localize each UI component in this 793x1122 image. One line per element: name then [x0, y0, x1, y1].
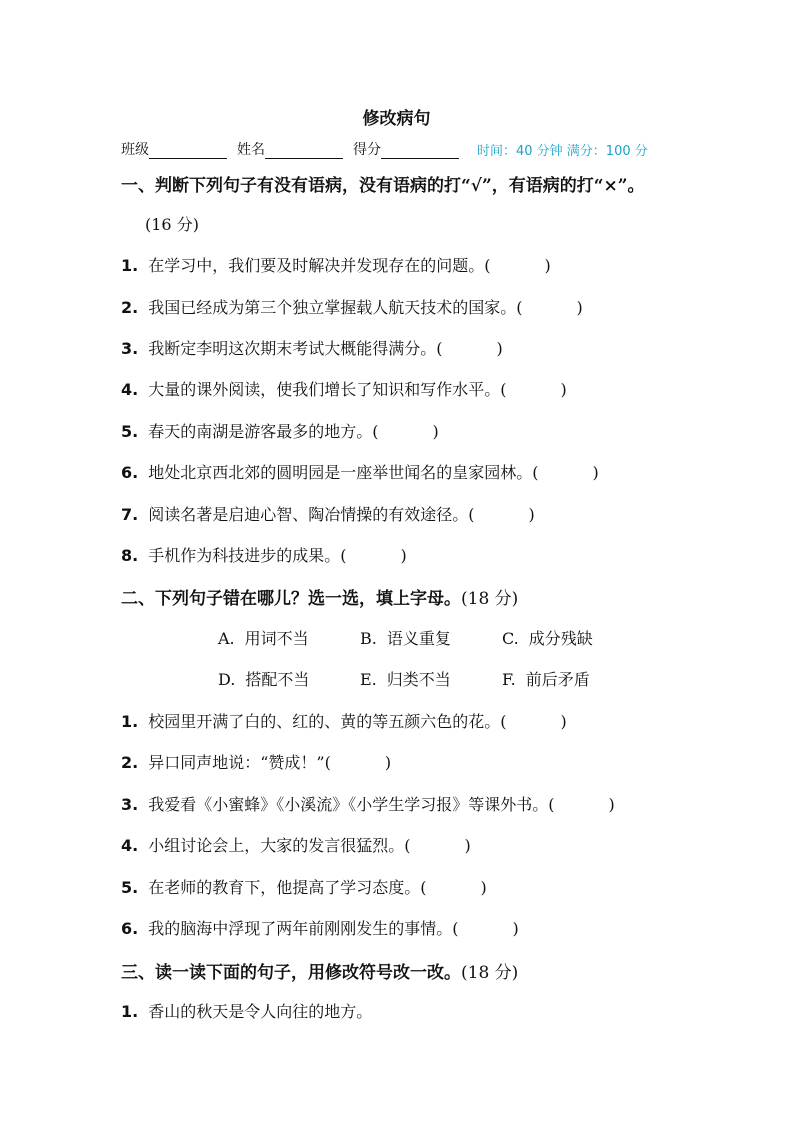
options-row-2	[218, 667, 644, 690]
question-text: 小组讨论会上，大家的发言很猛烈。	[148, 836, 405, 855]
section-2-score: (18 分)	[461, 589, 519, 609]
answer-blank[interactable]: ( )	[372, 422, 439, 441]
question-text: 校园里开满了白的、红的、黄的等五颜六色的花。	[148, 712, 501, 731]
question-item	[121, 543, 407, 566]
option-d: D. 搭配不当	[218, 670, 310, 689]
question-item	[121, 419, 439, 442]
question-number: 1.	[121, 712, 139, 731]
answer-blank[interactable]: ( )	[500, 712, 567, 731]
section-1-heading: 一、判断下列句子有没有语病，没有语病的打“√”，有语病的打“×”。	[121, 176, 645, 196]
page-title: 修改病句	[362, 109, 431, 129]
answer-blank[interactable]: ( )	[340, 546, 407, 565]
section-2-heading: 二、下列句子错在哪儿？选一选，填上字母。(18 分)	[121, 589, 519, 609]
name-blank[interactable]	[265, 142, 343, 159]
answer-blank[interactable]: ( )	[548, 795, 615, 814]
question-number: 1.	[121, 256, 139, 275]
question-number: 4.	[121, 836, 139, 855]
question-number: 6.	[121, 463, 139, 482]
score-blank[interactable]	[381, 142, 459, 159]
question-number: 3.	[121, 795, 139, 814]
name-label: 姓名	[237, 142, 265, 158]
option-a: A. 用词不当	[218, 629, 309, 648]
question-item	[121, 750, 391, 773]
question-item	[121, 709, 567, 732]
student-info-row	[121, 139, 648, 159]
question-text: 大量的课外阅读，使我们增长了知识和写作水平。	[148, 380, 501, 399]
option-c: C. 成分残缺	[502, 629, 593, 648]
class-label: 班级	[121, 142, 149, 158]
section-3-score: (18 分)	[461, 963, 519, 983]
question-number: 4.	[121, 380, 139, 399]
question-number: 5.	[121, 878, 139, 897]
question-text: 手机作为科技进步的成果。	[148, 546, 341, 565]
question-number: 3.	[121, 339, 139, 358]
answer-blank[interactable]: ( )	[500, 380, 567, 399]
question-number: 7.	[121, 505, 139, 524]
answer-blank[interactable]: ( )	[404, 836, 471, 855]
answer-blank[interactable]: ( )	[532, 463, 599, 482]
question-text: 阅读名著是启迪心智、陶冶情操的有效途径。	[148, 505, 469, 524]
question-item	[121, 460, 599, 483]
time-info: 时间：40 分钟 满分：100 分	[477, 144, 648, 159]
question-text: 在老师的教育下，他提高了学习态度。	[148, 878, 421, 897]
question-number: 8.	[121, 546, 139, 565]
question-text: 我断定李明这次期末考试大概能得满分。	[148, 339, 437, 358]
question-item	[121, 792, 615, 815]
question-text: 在学习中，我们要及时解决并发现存在的问题。	[148, 256, 485, 275]
question-text: 异口同声地说：“赞成！”	[148, 753, 325, 772]
score-label: 得分	[353, 142, 381, 158]
question-text: 我国已经成为第三个独立掌握载人航天技术的国家。	[148, 298, 517, 317]
question-item	[121, 875, 487, 898]
question-item	[121, 377, 567, 400]
question-item	[121, 336, 503, 359]
answer-blank[interactable]: ( )	[468, 505, 535, 524]
options-row-1	[218, 626, 644, 649]
answer-blank[interactable]: ( )	[484, 256, 551, 275]
option-e: E. 归类不当	[360, 670, 451, 689]
question-number: 2.	[121, 298, 139, 317]
question-text: 我的脑海中浮现了两年前刚刚发生的事情。	[148, 919, 453, 938]
question-item	[121, 916, 519, 939]
question-text: 春天的南湖是游客最多的地方。	[148, 422, 373, 441]
answer-blank[interactable]: ( )	[436, 339, 503, 358]
question-text: 地处北京西北郊的圆明园是一座举世闻名的皇家园林。	[148, 463, 533, 482]
question-item	[121, 295, 583, 318]
question-item	[121, 502, 535, 525]
question-text: 我爱看《小蜜蜂》《小溪流》《小学生学习报》等课外书。	[148, 795, 549, 814]
question-item	[121, 253, 551, 276]
question-number: 1.	[121, 1002, 139, 1021]
question-number: 5.	[121, 422, 139, 441]
question-number: 2.	[121, 753, 139, 772]
answer-blank[interactable]: ( )	[324, 753, 392, 772]
option-b: B. 语义重复	[360, 629, 451, 648]
section-3-heading: 三、读一读下面的句子，用修改符号改一改。(18 分)	[121, 963, 519, 983]
answer-blank[interactable]: ( )	[516, 298, 583, 317]
class-blank[interactable]	[149, 142, 227, 159]
answer-blank[interactable]: ( )	[452, 919, 519, 938]
answer-blank[interactable]: ( )	[420, 878, 487, 897]
option-f: F. 前后矛盾	[502, 670, 590, 689]
question-number: 6.	[121, 919, 139, 938]
question-text: 香山的秋天是令人向往的地方。	[148, 1002, 373, 1021]
section-1-score: (16 分)	[145, 215, 199, 234]
question-item	[121, 833, 471, 856]
question-item	[121, 999, 372, 1022]
